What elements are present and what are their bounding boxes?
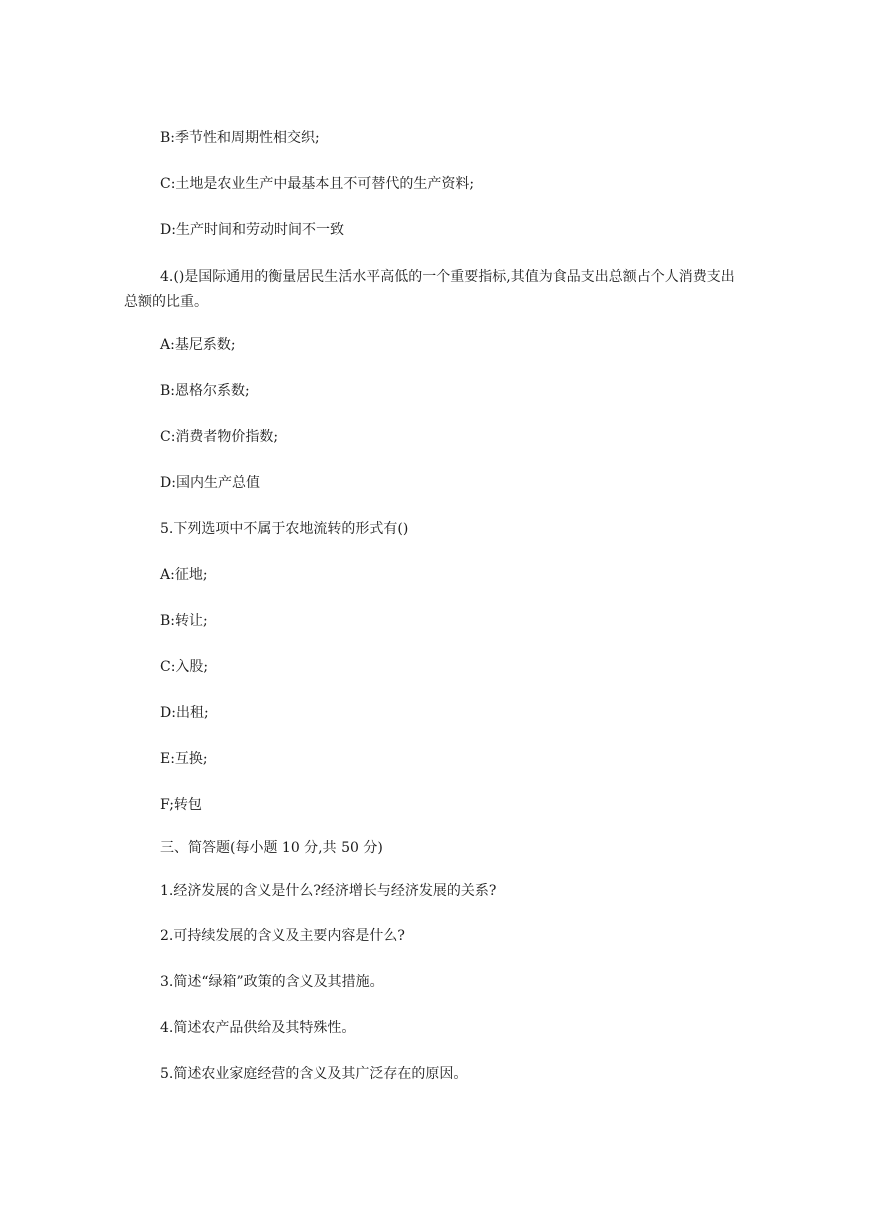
q4-option-c: C:消费者物价指数; (160, 429, 279, 445)
q5-option-a: A:征地; (160, 567, 208, 583)
q3-option-d: D:生产时间和劳动时间不一致 (160, 222, 344, 238)
q3-option-b: B:季节性和周期性相交织; (160, 130, 320, 146)
q4-stem: 4.()是国际通用的衡量居民生活水平高低的一个重要指标,其值为食品支出总额占个人消费支出总额的比重。 (124, 269, 735, 310)
q4-option-a: A:基尼系数; (160, 337, 236, 353)
q5-option-e: E:互换; (160, 751, 208, 767)
q3-option-c: C:土地是农业生产中最基本且不可替代的生产资料; (160, 176, 475, 192)
q5-option-f: F;转包 (160, 797, 202, 813)
q4-option-d: D:国内生产总值 (160, 475, 260, 491)
short-answer-q3: 3.简述“绿箱”政策的含义及其措施。 (160, 974, 384, 990)
short-answer-q1: 1.经济发展的含义是什么?经济增长与经济发展的关系? (160, 883, 497, 899)
short-answer-q5: 5.简述农业家庭经营的含义及其广泛存在的原因。 (160, 1066, 468, 1082)
short-answer-q2: 2.可持续发展的含义及主要内容是什么? (160, 928, 405, 944)
q5-option-c: C:入股; (160, 659, 209, 675)
q4-option-b: B:恩格尔系数; (160, 383, 250, 399)
q5-option-b: B:转让; (160, 613, 208, 629)
short-answer-q4: 4.简述农产品供给及其特殊性。 (160, 1020, 356, 1036)
q5-option-d: D:出租; (160, 705, 209, 721)
section-3-heading: 三、简答题(每小题 10 分,共 50 分) (160, 840, 383, 856)
q5-stem: 5.下列选项中不属于农地流转的形式有() (160, 521, 409, 537)
